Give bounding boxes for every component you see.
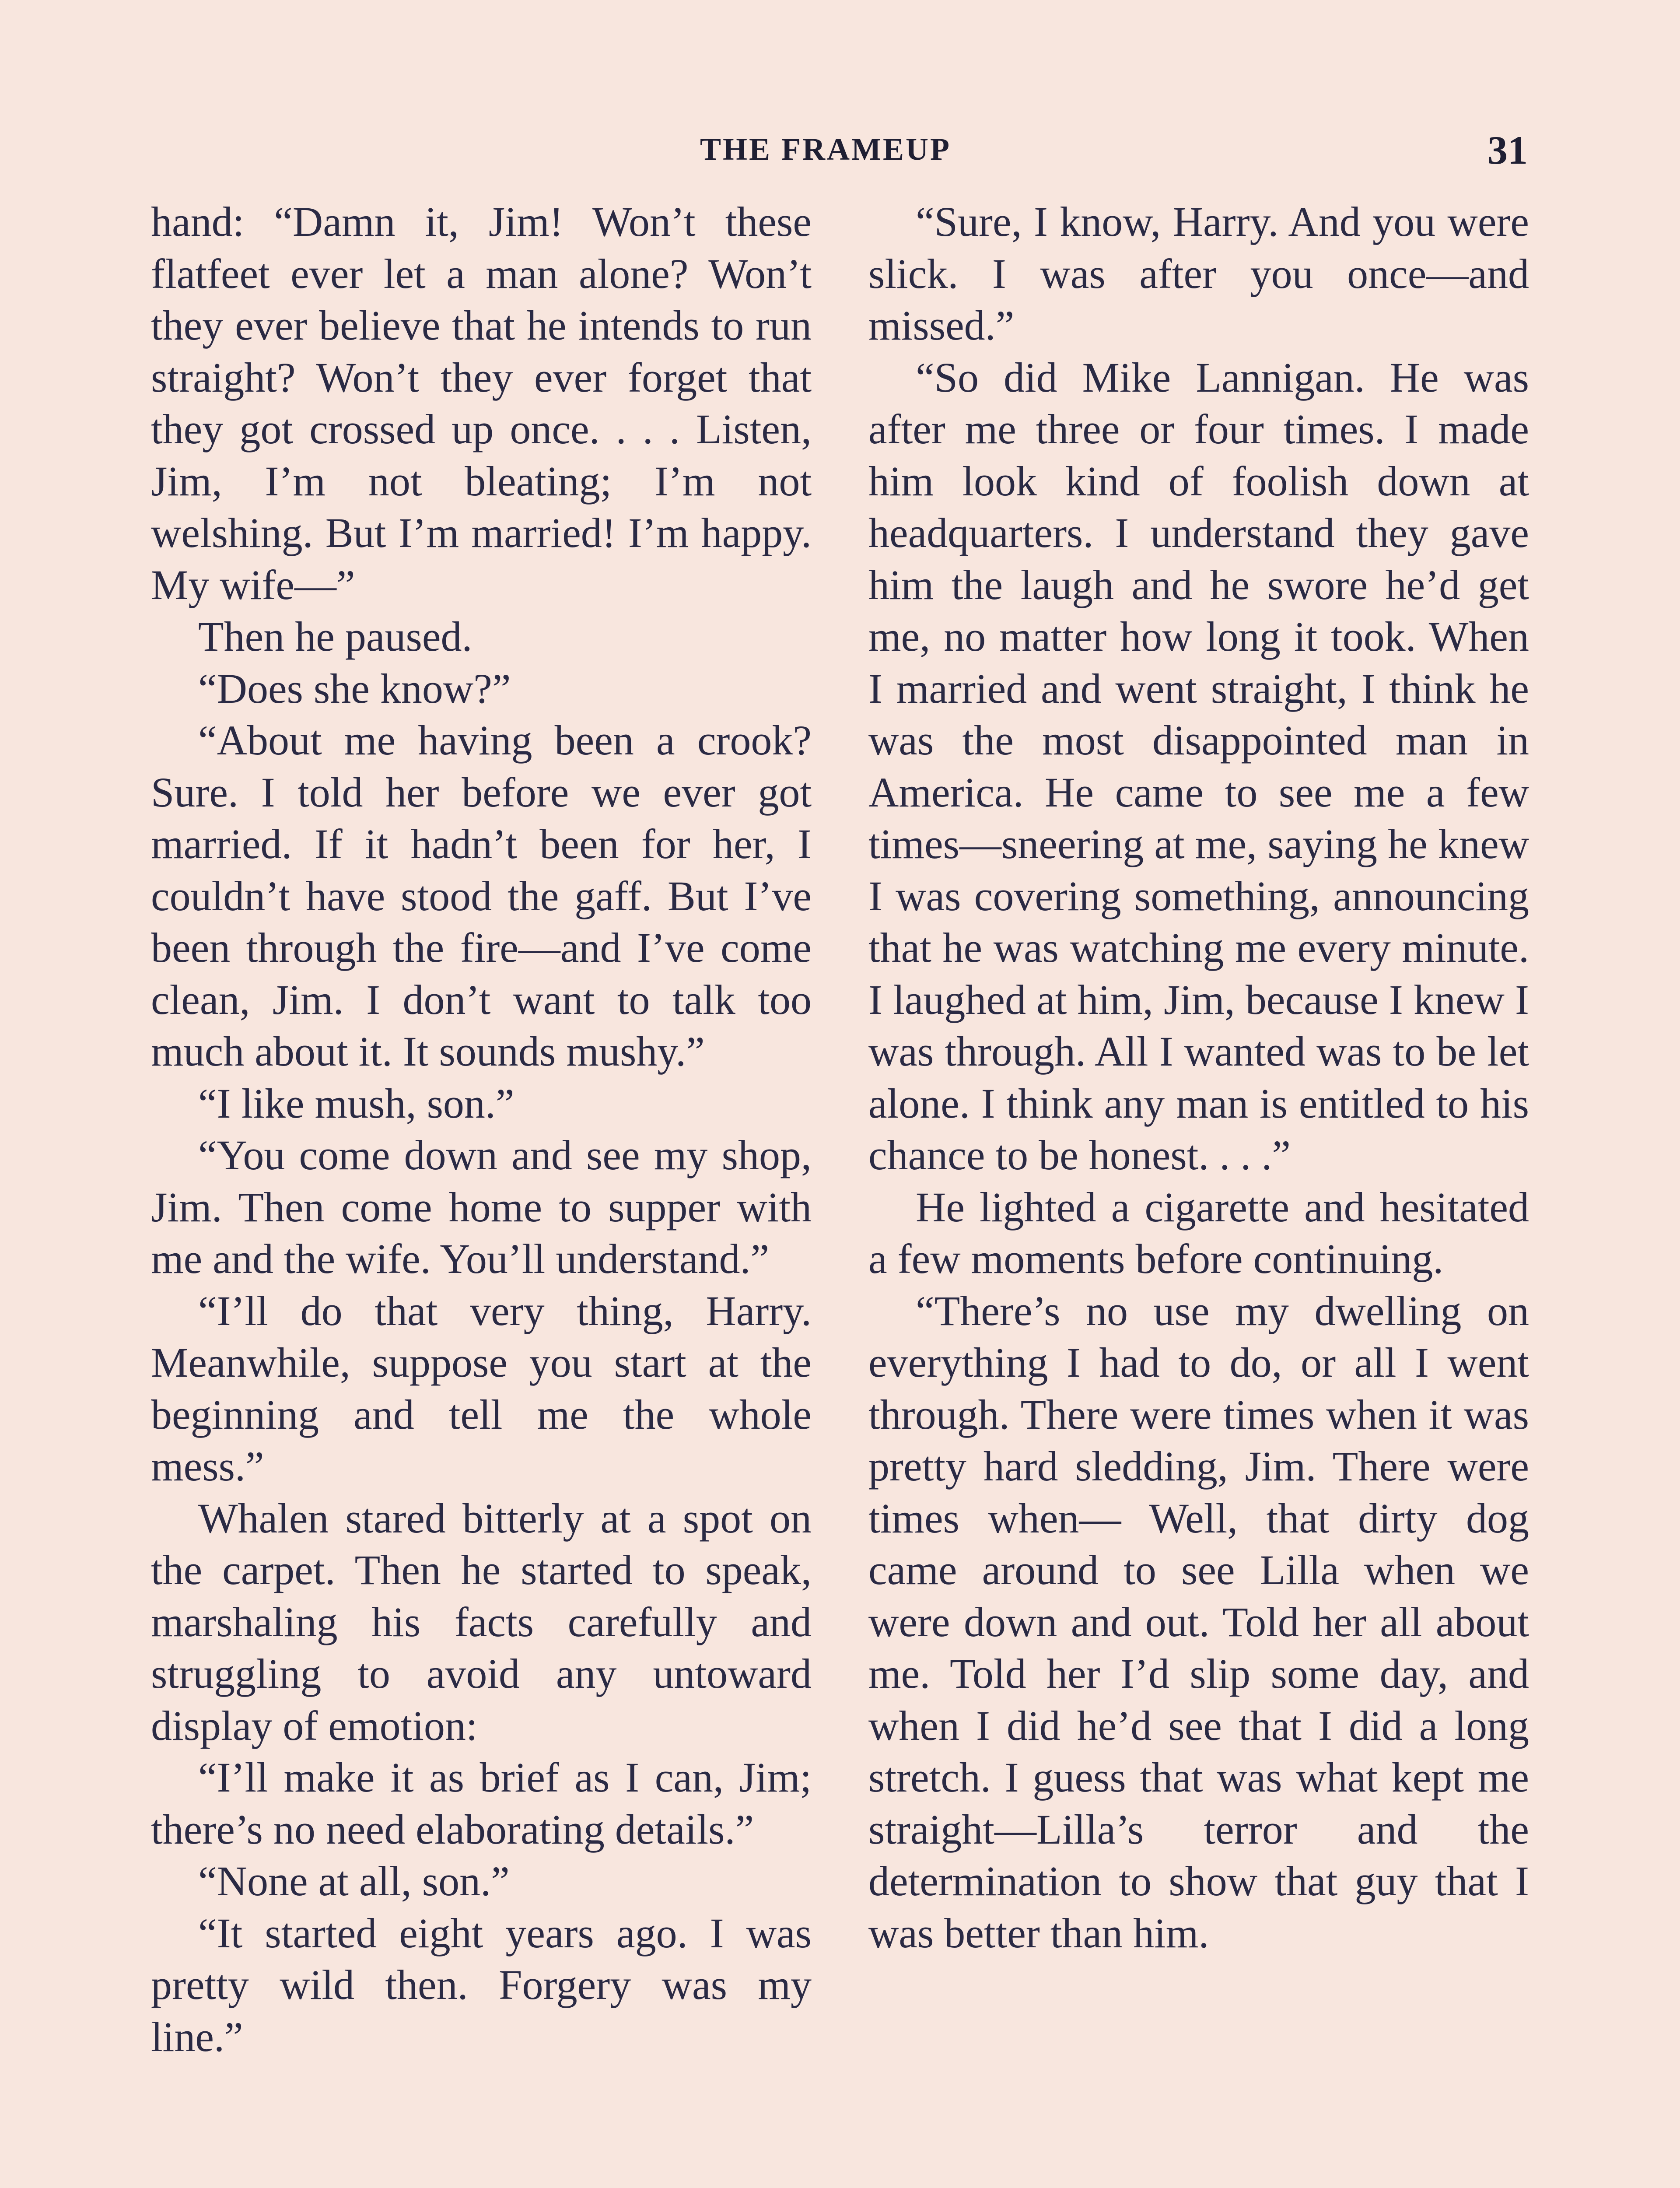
paragraph: “None at all, son.” [198, 1858, 510, 1904]
running-title: THE FRAMEUP [700, 132, 951, 167]
paragraph: “I’ll make it as brief as I can, Jim; there’s no need elaborating details.” [151, 1754, 812, 1853]
paragraph: hand: “Damn it, Jim! Won’t these flatfeet ever let a man alone? Won’t they ever believe that he intends to run straight? Won’t they ever forget that they got crossed up once. . . . Listen, Jim, I’m not bleating; I’m not welshing. But I’m married! I’m happy. My wife—” [151, 198, 812, 608]
paragraph: “So did Mike Lannigan. He was after me three or four times. I made him look kind of foolish down at headquarters. I understand they gave him the laugh and he swore he’d get me, no matter how long it took. When I married and went straight, I think he was the most disappointed man in America. He came to see me a few times—sneering at me, saying he knew I was covering something, announcing that he was watching me every minute. I laughed at him, Jim, because I knew I was through. All I wanted was to be let alone. I think any man is entitled to his chance to be honest. . . .” [868, 354, 1529, 1178]
paragraph: “I like mush, son.” [198, 1080, 514, 1127]
paragraph: He lighted a cigarette and hesitated a few moments before continuing. [868, 1183, 1529, 1282]
right-column [868, 196, 1529, 1959]
paragraph: “About me having been a crook? Sure. I told her before we ever got married. If it hadn’t been for her, I couldn’t have stood the gaff. But I’ve been through the fire—and I’ve come clean, Jim. I don’t want to talk too much about it. It sounds mushy.” [151, 717, 812, 1075]
paragraph: “There’s no use my dwelling on everything I had to do, or all I went through. There were times when it was pretty hard sledding, Jim. There were times when— Well, that dirty dog came around to see Lilla when we were down and out. Told her all about me. Told her I’d slip some day, and when I did he’d see that I did a long stretch. I guess that was what kept me straight—Lilla’s terror and the determination to show that guy that I was better than him. [868, 1287, 1529, 1957]
paragraph: “You come down and see my shop, Jim. Then come home to supper with me and the wife. You’ll understand.” [151, 1132, 812, 1282]
page-header [0, 0, 1680, 184]
paragraph: “I’ll do that very thing, Harry. Meanwhile, suppose you start at the beginning and tell me the whole mess.” [151, 1287, 812, 1490]
left-column [151, 196, 812, 2063]
paragraph: “Sure, I know, Harry. And you were slick. I was after you once—and missed.” [868, 198, 1529, 349]
paragraph: “It started eight years ago. I was pretty wild then. Forgery was my line.” [151, 1909, 812, 2060]
paragraph: Whalen stared bitterly at a spot on the carpet. Then he started to speak, marshaling his facts carefully and struggling to avoid any untoward display of emotion: [151, 1494, 812, 1749]
paragraph: Then he paused. [198, 613, 472, 660]
paragraph: “Does she know?” [198, 665, 511, 712]
page-number: 31 [1488, 128, 1528, 172]
